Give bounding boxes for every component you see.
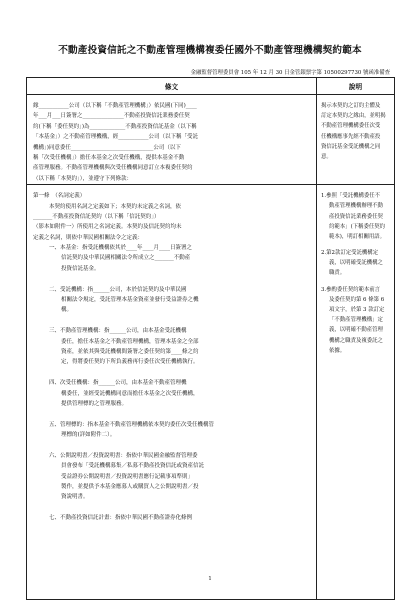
preamble-note-text: [317, 95, 394, 162]
clause-text: [27, 185, 316, 524]
note-item: [321, 248, 390, 279]
text-line: 相關法令規定，受託管理本基金資產並發行受益證券之機: [61, 297, 199, 304]
text-line: _______不動產投資信託契約（以下稱「信託契約」）: [33, 213, 160, 220]
note-item: [321, 285, 390, 356]
text-line: [33, 316, 310, 326]
text-line: 機構」)同意委任______________________________公司（以下: [33, 144, 181, 151]
text-line: 不動產管理機構委任次受: [321, 123, 381, 130]
text-line: 任機構應事先經不動產投: [321, 133, 381, 140]
document-title: 不動產投資信託之不動產管理機構複委任國外不動產管理機構契約範本: [58, 45, 362, 56]
text-line: 約(下稱「委任契約」)為_____________不動產投資信託基金（以下稱: [33, 123, 197, 130]
text-line: 產管理服務。不動產管理機構與次受任機構同意訂立本複委任契約: [33, 165, 193, 172]
text-line: 理標的(詳如附件二）。: [61, 432, 116, 439]
note-line: 產投資信託業務委任契: [329, 213, 383, 220]
note-line: 義，以明確不動產管理: [329, 327, 383, 334]
clause-note-cell: [317, 185, 395, 600]
note-line: 1.參照「受託機構委任不: [321, 193, 381, 200]
text-line: 資信託基金受託機構之同: [321, 143, 381, 150]
note-line: 機構之職責及複委託之: [329, 337, 383, 344]
text-line: 「本基金」）之不動產管理機構，經___________公司（以下稱「受託: [33, 134, 199, 141]
note-line: 義，以明確受託機構之: [329, 260, 383, 267]
text-line: 七、不動產投資信託計畫：指依中華民國不動產證券化條例: [49, 515, 193, 522]
clause-column-header: 條文: [27, 78, 317, 95]
note-line: 約範本」(下稱委任契約: [329, 223, 386, 230]
table-header-row: [27, 78, 395, 95]
text-line: 第一條 （名詞定義）: [33, 193, 86, 200]
note-line: 依據。: [329, 347, 346, 354]
note-line: 職責。: [329, 270, 346, 277]
clause-cell: [27, 185, 317, 600]
text-line: [33, 503, 310, 513]
note-item: [321, 191, 390, 242]
note-line: 項文字，於第 3 款訂定: [329, 307, 385, 313]
document-subtitle: 金融監督管理委員會 105 年 12 月 30 日金管銀票字第 10500297730 號函准備查: [190, 70, 390, 76]
text-line: 本契約使用名詞之定義如下；本契約未定義之名詞，依: [49, 203, 182, 210]
note-line: 3.參酌委任契約範本前言: [321, 286, 381, 293]
text-line: 定，得將委任契約下所負義務再行委任次受任機構執行。: [61, 359, 199, 366]
text-line: [33, 441, 310, 451]
text-line: [33, 409, 310, 419]
text-line: 提供管理標的之管理服務。: [61, 400, 128, 407]
text-line: 三、不動產管理機構：指______公司，由本基金受託機構: [49, 328, 187, 335]
text-line: 四、次受任機構：指______公司，由本基金不動產管理機: [49, 380, 187, 387]
text-line: 委任，擔任本基金之不動產管理機構，管理本基金之全部: [61, 338, 199, 345]
text-line: 資說明書。: [61, 494, 89, 501]
text-line: 年___月___日簽署之_______________不動產投資信託業務委任契: [33, 113, 190, 120]
text-line: 定義之名詞，則依中華民國相關法令之定義：: [33, 234, 144, 241]
text-line: （以下稱「本契約」），並遵守下列條款：: [33, 175, 133, 182]
text-line: 緣___________公司（以下稱「不動產管理機構」）依民國(下同)____: [33, 103, 197, 109]
text-line: 六、公開說明書／投資說明書：指依中華民國金融監督管理委: [49, 452, 198, 459]
text-line: 稱「次受任機構」）擔任本基金之次受任機構，提供本基金不動: [33, 154, 185, 161]
text-line: [33, 274, 310, 284]
text-line: 揭示本契約之訂約主體及: [321, 103, 381, 109]
text-line: 受益證券公開說明書／投資說明書應行記載事項準則」: [61, 473, 194, 480]
text-line: 資產，並依其與受託機構間簽署之委任契約第____條之約: [61, 348, 199, 355]
preamble-text: [27, 95, 316, 184]
contract-table: [26, 77, 395, 600]
text-line: 員會發布「受託機構募集／私募不動產投資信託或資產信託: [61, 463, 205, 470]
preamble-row: [27, 95, 395, 185]
text-line: 訂定本契約之緣由，並明揭: [321, 113, 386, 120]
text-line: 投資信託基金。: [61, 265, 100, 272]
text-line: 五、管理標的：指本基金不動產管理機構依本契約委任次受任機構管: [49, 421, 215, 428]
text-line: 一、本基金：指受託機構依其於____年____月____日簽署之: [49, 245, 193, 252]
note-line: 動產管理機構辦理不動: [329, 203, 383, 210]
note-line: 及委任契約第 6 條第 6: [329, 296, 385, 303]
text-line: 信託契約及中華民國相關法令所成立之_______不動產: [61, 255, 191, 262]
text-line: 二、受託機構：指______公司，本於信託契約及中華民國: [49, 286, 187, 293]
clause-row: [27, 185, 395, 600]
preamble-cell: [27, 95, 317, 185]
note-line: 2.第2款訂定受託機構定: [321, 250, 379, 257]
text-line: [33, 368, 310, 378]
text-line: 意。: [321, 153, 332, 160]
clause-note-list: [317, 185, 394, 356]
text-line: 製作，並提供予本基金應募人或購買人之公開說明書／投: [61, 484, 199, 491]
note-line: 範本)，明訂相關用語。: [329, 233, 386, 240]
text-line: （影本如附件一）所使用之名詞定義。本契約及信託契約均未: [33, 224, 182, 231]
note-line: 「不動產管理機構」定: [329, 317, 383, 324]
text-line: 構委任，並經受託機構同意而擔任本基金之次受任機構，: [61, 390, 199, 397]
page-number: 1: [208, 576, 212, 582]
text-line: 構。: [61, 307, 73, 314]
note-column-header: 說明: [317, 78, 395, 95]
preamble-note-cell: [317, 95, 395, 185]
